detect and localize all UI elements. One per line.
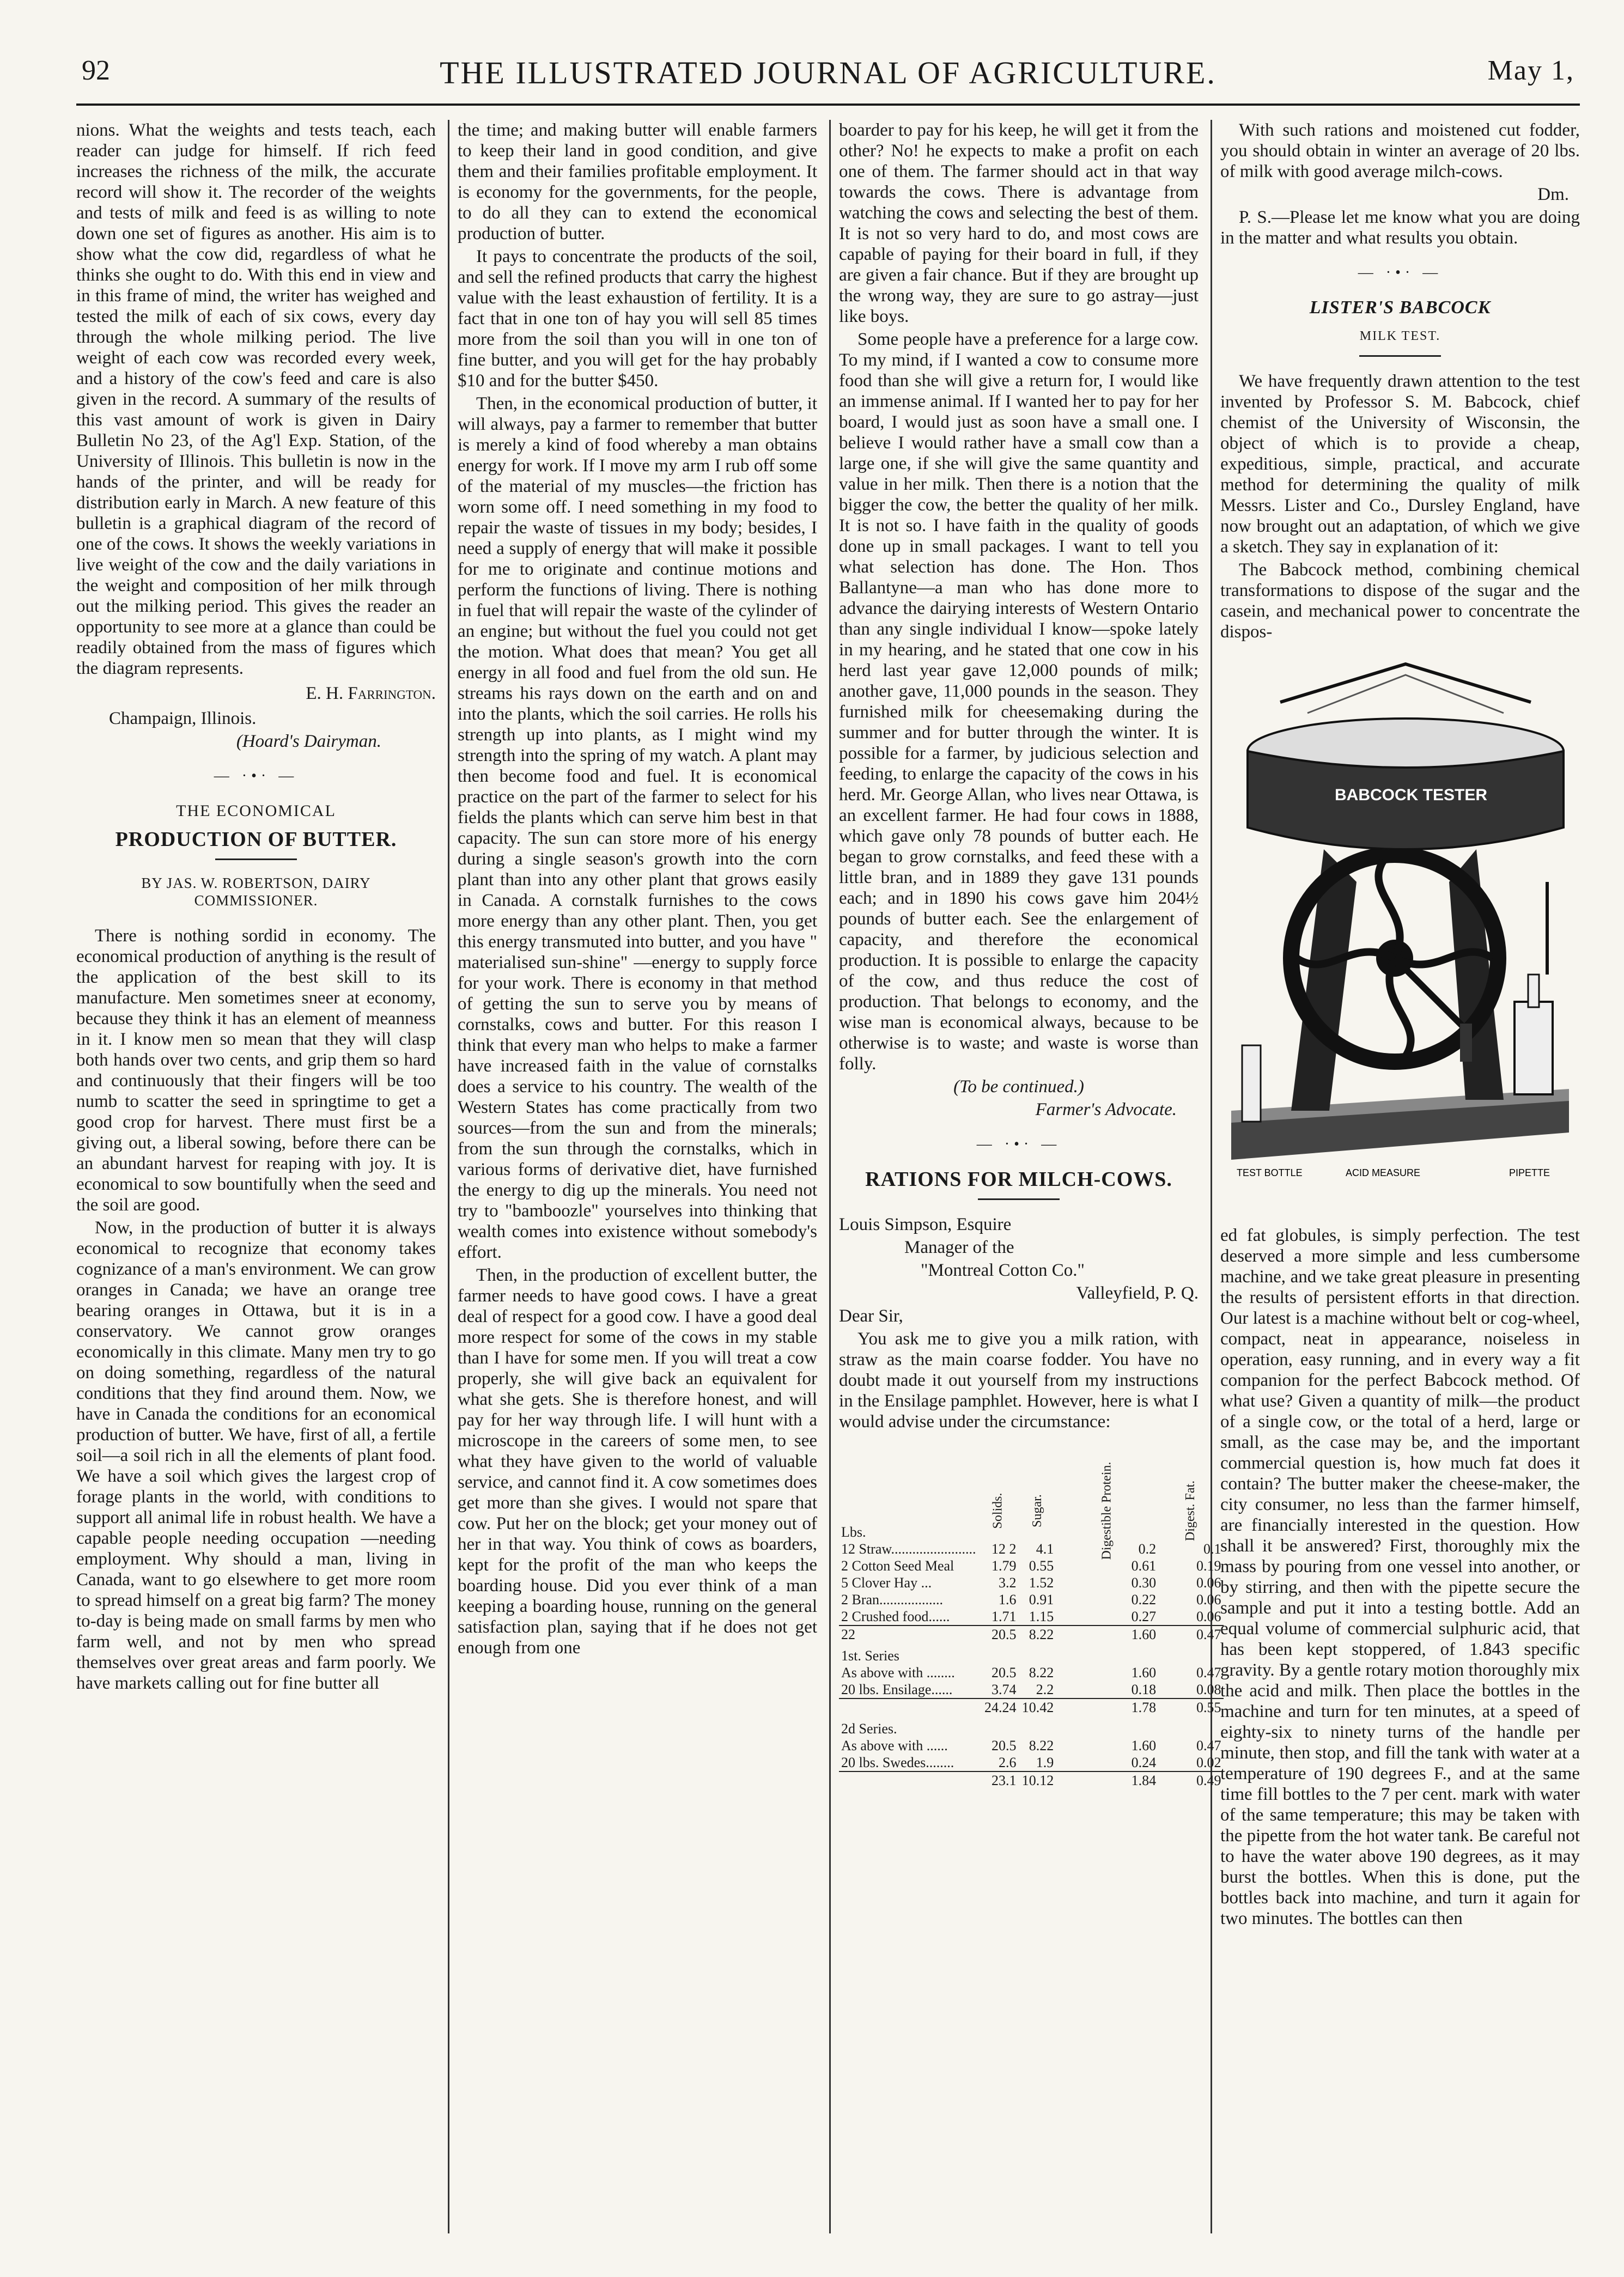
article-kicker: THE ECONOMICAL <box>176 802 336 820</box>
table-cell: 0.55 <box>1158 1698 1223 1716</box>
table-cell: 0.06 <box>1196 1609 1221 1624</box>
table-row <box>839 1771 1224 1789</box>
page-header <box>76 54 1580 106</box>
table-cell <box>1056 1716 1158 1737</box>
paragraph: boarder to pay for his keep, he will get it from the other? No! he expects to make a profit on each one of them. The farmer should act in that way towards the cows. There is advantage from watching the cows and selecting the best of them. It is not so very hard to do, and most cows are capable of paying for their board in full, if they are given a fair chance. But if they are brought up the wrong way, they are sure to go astray—just like boys. <box>839 120 1199 326</box>
table-row <box>839 1608 1224 1625</box>
article-byline: BY JAS. W. ROBERTSON, DAIRY COMMISSIONER. <box>141 875 371 909</box>
table-cell: 0.47 <box>1196 1665 1221 1681</box>
tester-drawing <box>1220 653 1580 1214</box>
article-title: PRODUCTION OF BUTTER. <box>115 828 397 851</box>
row-label: 2 Bran.................. <box>841 1592 944 1608</box>
column-3 <box>839 120 1221 2233</box>
column-1 <box>76 120 436 2233</box>
article-title: RATIONS FOR MILCH-COWS. <box>865 1168 1172 1191</box>
babcock-tester-illustration <box>1220 653 1580 1214</box>
table-cell: 0.24 <box>1131 1755 1157 1770</box>
table-cell: 0.47 <box>1158 1625 1223 1643</box>
section-separator: — ·•· — <box>976 1136 1061 1153</box>
table-cell: 1.60 <box>1131 1738 1157 1754</box>
table-cell: 20.5 <box>992 1738 1017 1754</box>
acid-measure <box>1242 1045 1261 1122</box>
table-cell: 0.19 <box>1196 1558 1221 1574</box>
figure-caption: ACID MEASURE <box>1346 1167 1421 1178</box>
column-rule <box>829 120 831 2233</box>
column-rule <box>448 120 449 2233</box>
table-cell <box>1158 1716 1223 1737</box>
table-cell <box>1158 1643 1223 1664</box>
section-separator: — ·•· — <box>1358 264 1443 281</box>
table-cell: 1.9 <box>1036 1755 1054 1770</box>
article-title: LISTER'S BABCOCK <box>1309 297 1491 318</box>
paragraph: With such rations and moistened cut fodder, you should obtain in winter an average of 20 lbs. of milk with good average milch-cows. <box>1220 120 1580 181</box>
paragraph: Then, in the economical production of butter, it will always, pay a farmer to remember that butter is merely a kind of food whereby a man obtains energy for work. If I move my arm I rub off some of the material of my muscles—the friction has worn some off. I need something in my food to repair the waste of tissues in my body; besides, I need a supply of energy that will make it possible for me to originate and continue motions and perform the functions of living. There is nothing in fuel that will repair the waste of the cylinder of an engine; but without the fuel you could not get the motion. What does that mean? You get all energy in all food and fuel from the old sun. He streams his rays down on the earth and on and into the plants, which the soil carries. He rolls his strength up into plants, as I might wind my strength into the spring of my watch. A plant may then become food and fuel. It is economical practice on the part of the farmer to select for his fields the plants which can serve him best in that capacity. The sun can store more of his energy during a single season's growth into the corn plant than into any other plant that grows easily in Canada. A cornstalk furnishes to the cows more energy than any other plant. Then, you get this energy transmuted into butter, and you have " materialised sun-shine" —energy to supply force for your work. There is economy in that method of getting the sun to serve you by means of cornstalks, cows and butter. For this reason I think that every man who helps to make a farmer have increased faith in the value of cornstalks does a service to his country. The wealth of the Western States has come practically from two sources—from the sun and from the minerals; from the sun through the cornstalks, which in various forms of derivative diet, have furnished the energy to dig up the minerals. You need not try to "bamboozle" yourselves into thinking that wealth comes into existence without somebody's effort. <box>458 394 817 1262</box>
column-rule <box>1211 120 1212 2233</box>
bottle-neck <box>1528 975 1539 1007</box>
row-label: 2 Cotton Seed Meal <box>841 1558 954 1574</box>
table-cell: 24.24 <box>978 1698 1018 1716</box>
paragraph: The Babcock method, combining chemical transformations to dispose of the sugar and the casein, and mechanical power to concentrate the dispos- <box>1220 560 1580 642</box>
source-credit: Farmer's Advocate. <box>1035 1100 1177 1119</box>
table-cell: 10.42 <box>1019 1698 1056 1716</box>
paragraph: You ask me to give you a milk ration, with straw as the main coarse fodder. You have no doubt made it out yourself from my instructions in the Ensilage pamphlet. However, here is what I would advise under the circumstance: <box>839 1329 1199 1432</box>
table-cell: 0.27 <box>1131 1609 1157 1624</box>
table-cell: 0.55 <box>1029 1558 1054 1574</box>
title-rule <box>1359 355 1441 357</box>
column-4 <box>1220 120 1580 2233</box>
table-cell: 1.52 <box>1029 1575 1054 1591</box>
paragraph: There is nothing sordid in economy. The economical production of anything is the result of the application of the best skill to its manufacture. Men sometimes sneer at economy, because they think it has an element of meanness in it. I know men so mean that they will clasp both hands over two cents, and grip them so hard and continuously that their fingers will be too numb to scatter the seed in springtime to get a good crop for harvest. There must first be a giving out, a liberal sowing, before there can be an abundant harvest for reaping with joy. It is economical to sow bountifully when the seed and the soil are good. <box>76 926 436 1215</box>
test-bottle <box>1514 1002 1553 1094</box>
table-cell: 0.49 <box>1158 1771 1223 1789</box>
table-cell <box>978 1643 1018 1664</box>
column-header: Digestible Protein. <box>1099 1462 1114 1560</box>
figure-caption: TEST BOTTLE <box>1237 1167 1303 1178</box>
row-label <box>839 1771 978 1789</box>
paragraph: ed fat globules, is simply perfection. The test deserved a more simple and less cumbersome machine, and we take great pleasure in presenting the results of persistent efforts in that direction. Our latest is a machine without belt or cog-wheel, compact, neat in appearance, noiseless in operation, easy running, and in every way a fit companion for the perfect Babcock method. Of what use? Given a quantity of milk—the product of a single cow, or the total of a herd, large or small, as the case may be, and the important commercial question is, how much fat does it contain? The butter maker the cheese-maker, the city consumer, no less than the farmer himself, are financially interested in the question. How shall it be answered? First, thoroughly mix the mass by pouring from one vessel into another, or by stirring, and then with the pipette secure the sample and put it into a testing bottle. Add an equal volume of commercial sulphuric acid, that has been kept stoppered, of 1.843 specific gravity. By a gentle rotary motion thoroughly mix the acid and milk. Then place the bottles in the machine and turn for ten minutes, at a speed of eighty-six to ninety turns of the handle per minute, then stop, and fill the tank with water at a temperature of 190 degrees F., and at the same time fill bottles to the 7 per cent. mark with water of the same temperature; this may be taken with the pipette from the hot water tank. Be careful not to have the water above 190 degrees, as it may burst the bottles. When this is done, put the bottles back into machine, and turn it again for two minutes. The bottles can then <box>1220 1226 1580 1928</box>
paragraph: It pays to concentrate the products of the soil, and sell the refined products that carry the highest value with the least exhaustion of fertility. It is a fact that in one ton of hay you will sell 85 times more from the soil than you will in one ton of fine butter, and you will get for the hay probably $10 and for the butter $450. <box>458 247 817 391</box>
title-rule <box>215 859 297 860</box>
row-label: 2 Crushed food...... <box>841 1609 950 1624</box>
table-row <box>839 1754 1224 1771</box>
paragraph: the time; and making butter will enable farmers to keep their land in good condition, and give them and their families profitable employment. It is economy for the governments, for the people, to do all they can to extend the economical production of butter. <box>458 120 817 243</box>
addressee-place: Valleyfield, P. Q. <box>1076 1283 1199 1303</box>
table-cell: 3.2 <box>999 1575 1017 1591</box>
table-cell: 0.08 <box>1196 1682 1221 1697</box>
table-cell <box>978 1716 1018 1737</box>
issue-date: May 1, <box>1487 55 1574 86</box>
row-label: As above with ........ <box>841 1665 955 1681</box>
addressee-role: Manager of the <box>904 1238 1014 1257</box>
column-header: Solids. <box>991 1493 1005 1529</box>
drum-lid-ridge <box>1307 675 1504 713</box>
table-cell: 1.84 <box>1056 1771 1158 1789</box>
paragraph: We have frequently drawn attention to the test invented by Professor S. M. Babcock, chief chemist of the University of Wisconsin, the object of which is to provide a cheap, expeditious, simple, practical, and accurate method for determining the quality of milk Messrs. Lister and Co., Dursley England, have now brought out an adaptation, of which we give a sketch. They say in explanation of it: <box>1220 372 1580 557</box>
column-2 <box>458 120 817 2233</box>
paragraph: nions. What the weights and tests teach, each reader can judge for himself. If rich feed increases the richness of the milk, the accurate record will show it. The recorder of the weights and tests of milk and feed is as willing to note down one set of figures as another. His aim is to show what the cow did, regardless of what he thinks she ought to do. With this end in view and in this frame of mind, the writer has weighed and tested the milk of each of six cows, every day through the whole milking period. The live weight of each cow was recorded every week, and a history of the cow's feed and care is also given in the record. A summary of the results of this vast amount of work is given in Dairy Bulletin No 23, of the Ag'l Exp. Station, of the University of Illinois. This bulletin is now in the hands of the printer, and will be ready for distribution early in March. A new feature of this bulletin is a graphical diagram of the record of one of the cows. It shows the weekly variations in live weight of the cow and the daily variations in the weight and composition of her milk through out the milking period. This gives the reader an opportunity to see more at a glance than could be readily obtained from the mass of figures which the diagram represents. <box>76 120 436 678</box>
table-cell: 0.61 <box>1131 1558 1157 1574</box>
table-cell: 2.2 <box>1036 1682 1054 1697</box>
table-cell: 0.30 <box>1131 1575 1157 1591</box>
row-label: As above with ...... <box>841 1738 948 1754</box>
table-header-blank <box>839 1438 978 1519</box>
figure-caption: PIPETTE <box>1509 1167 1550 1178</box>
table-cell: 4.1 <box>1036 1541 1054 1557</box>
row-label: 20 lbs. Ensilage...... <box>841 1682 953 1697</box>
table-row <box>839 1557 1224 1574</box>
table-cell: 1.60 <box>1056 1625 1158 1643</box>
table-row <box>839 1716 1224 1737</box>
salutation: Dear Sir, <box>839 1306 903 1326</box>
table-cell <box>1019 1643 1056 1664</box>
table-row <box>839 1664 1224 1681</box>
row-label: Lbs. <box>841 1524 866 1540</box>
journal-page <box>76 33 1580 2250</box>
table-cell: 0.06 <box>1196 1592 1221 1608</box>
table-cell: 23.1 <box>978 1771 1018 1789</box>
row-label: 22 <box>839 1625 978 1643</box>
table-cell: 8.22 <box>1029 1738 1054 1754</box>
table-row <box>839 1541 1224 1557</box>
row-label: 1st. Series <box>841 1648 899 1664</box>
table-cell: 0.2 <box>1138 1541 1157 1557</box>
table-cell: 20.5 <box>978 1625 1018 1643</box>
table-row <box>839 1625 1224 1643</box>
table-cell: 8.22 <box>1029 1665 1054 1681</box>
table-cell: 3.74 <box>992 1682 1017 1697</box>
table-cell: 2.6 <box>999 1755 1017 1770</box>
table-cell: 1.79 <box>992 1558 1017 1574</box>
table-cell: 20.5 <box>992 1665 1017 1681</box>
row-label: 2d Series. <box>841 1721 897 1737</box>
table-cell: 0.18 <box>1131 1682 1157 1697</box>
table-cell <box>1019 1716 1056 1737</box>
row-label: 12 Straw........................ <box>841 1541 976 1557</box>
table-cell: 1.15 <box>1029 1609 1054 1624</box>
table-cell: 12 2 <box>992 1541 1017 1557</box>
author-signature: Dm. <box>1537 185 1569 204</box>
addressee-name: Louis Simpson, Esquire <box>839 1215 1012 1234</box>
paragraph: Now, in the production of butter it is always economical to recognize that economy takes cognizance of a man's environment. We can grow oranges in Canada; we have an orange tree bearing oranges in Ottawa, but it is in a conservatory. We cannot grow oranges economically in this climate. Many men try to go on doing something, regardless of the natural conditions that they find around them. Now, we have in Canada the conditions for an economical production of butter. We have, first of all, a fertile soil—a soil rich in all the elements of plant food. We have a soil which gives the largest crop of forage plants in the world, with conditions to support all animal life in robust health. We have a capable people needing occupation —needing employment. Why should a man, living in Canada, want to go elsewhere to get more room to spread himself on a great big farm? The money to-day is being made on small farms by men who farm well, and not by men who spread themselves over great areas and farm poorly. We have markets calling out for fine butter all <box>76 1218 436 1693</box>
table-row <box>839 1591 1224 1608</box>
table-cell: 1.71 <box>992 1609 1017 1624</box>
section-separator: — ·•· — <box>214 768 299 784</box>
table-cell: 0.91 <box>1029 1592 1054 1608</box>
table-cell: 0.1 <box>1203 1541 1221 1557</box>
addressee-company: "Montreal Cotton Co." <box>921 1261 1085 1280</box>
table-cell: 0.02 <box>1196 1755 1221 1770</box>
table-cell: 0.06 <box>1196 1575 1221 1591</box>
tester-label: BABCOCK TESTER <box>1334 786 1488 804</box>
continued-note: (To be continued.) <box>953 1077 1084 1097</box>
table-row <box>839 1681 1224 1698</box>
paragraph: Then, in the production of excellent butter, the farmer needs to have good cows. I have a great deal of respect for a good cow. I have a good deal more respect for some of the cows in my stable than I have for some men. If you will treat a cow properly, she will give back an equivalent for what she gets. She is therefore honest, and will pay for her way through life. I will hunt with a microscope in the careers of some men, to see what they have given to the world of valuable service, and cannot find it. A cow sometimes does get more than she gives. I would not spare that cow. Put her on the block; get your money out of her in that way. You think of cows as boarders, kept for the profit of the man who keeps the boarding house. Did you ever think of a man keeping a boarding house, running on the general satisfaction plan, saying that if he does not get enough from one <box>458 1265 817 1658</box>
row-label: 5 Clover Hay ... <box>841 1575 932 1591</box>
place-line: Champaign, Illinois. <box>109 709 257 728</box>
table-row <box>839 1574 1224 1591</box>
journal-title: THE ILLUSTRATED JOURNAL OF AGRICULTURE. <box>440 55 1217 90</box>
table-row <box>839 1643 1224 1664</box>
table-row <box>839 1698 1224 1716</box>
table-cell: 1.6 <box>999 1592 1017 1608</box>
source-credit: (Hoard's Dairyman. <box>236 732 381 751</box>
table-cell: 0.47 <box>1196 1738 1221 1754</box>
row-label <box>839 1698 978 1716</box>
table-cell: 8.22 <box>1019 1625 1056 1643</box>
paragraph: Some people have a preference for a large cow. To my mind, if I wanted a cow to consume more food than she will give a return for, I would like an immense animal. If I wanted her to pay for her board, I would just as soon have a small one. I believe I would rather have a small cow than a large one, if she will give the same quantity and value in her milk. Then there is a notion that the bigger the cow, the better the quality of her milk. It is not so. I have faith in the quality of goods done up in small packages. I want to tell you what selection has done. The Hon. Thos Ballantyne—a man who has done more to advance the dairying interests of Western Ontario than any single individual I know—spoke lately in my hearing, and he stated that one cow in his herd last year gave 12,000 pounds of milk; another gave, 11,000 pounds in the season. They furnished milk for cheesemaking during the summer and for butter through the winter. It is possible for a farmer, by judicious selection and feeding, to enlarge the capacity of the cows in his herd. Mr. George Allan, who lives near Ottawa, is an excellent farmer. He had four cows in 1888, which gave only 78 pounds of butter each. He began to grow cornstalks, and feed these with a little bran, and in 1889 they gave 131 pounds each; and in 1890 his cows gave him 204½ pounds of butter each. See the enlargement of capacity, and therefore the economical production. It is possible to enlarge the capacity of the cow, and thus reduce the cost of production. That belongs to economy, and the wise man is economical always, because to be otherwise is to waste; and waste is worse than folly. <box>839 330 1199 1074</box>
paragraph: P. S.—Please let me know what you are doing in the matter and what results you obtain. <box>1220 208 1580 248</box>
table-cell: 1.78 <box>1056 1698 1158 1716</box>
table-cell: 10.12 <box>1019 1771 1056 1789</box>
page-number: 92 <box>82 55 110 86</box>
title-rule <box>978 1198 1060 1200</box>
table-cell: 0.22 <box>1131 1592 1157 1608</box>
table-row <box>839 1737 1224 1754</box>
article-subtitle: MILK TEST. <box>1359 329 1441 343</box>
row-label: 20 lbs. Swedes........ <box>841 1755 954 1770</box>
column-header: Sugar. <box>1030 1494 1044 1527</box>
author-signature: E. H. Farrington. <box>306 684 436 703</box>
rations-table <box>839 1438 1224 1789</box>
crank-handle <box>1460 1024 1472 1062</box>
table-cell: 1.60 <box>1131 1665 1157 1681</box>
column-header: Digest. Fat. <box>1183 1480 1198 1542</box>
table-cell <box>1056 1643 1158 1664</box>
drum-lid <box>1280 664 1531 702</box>
